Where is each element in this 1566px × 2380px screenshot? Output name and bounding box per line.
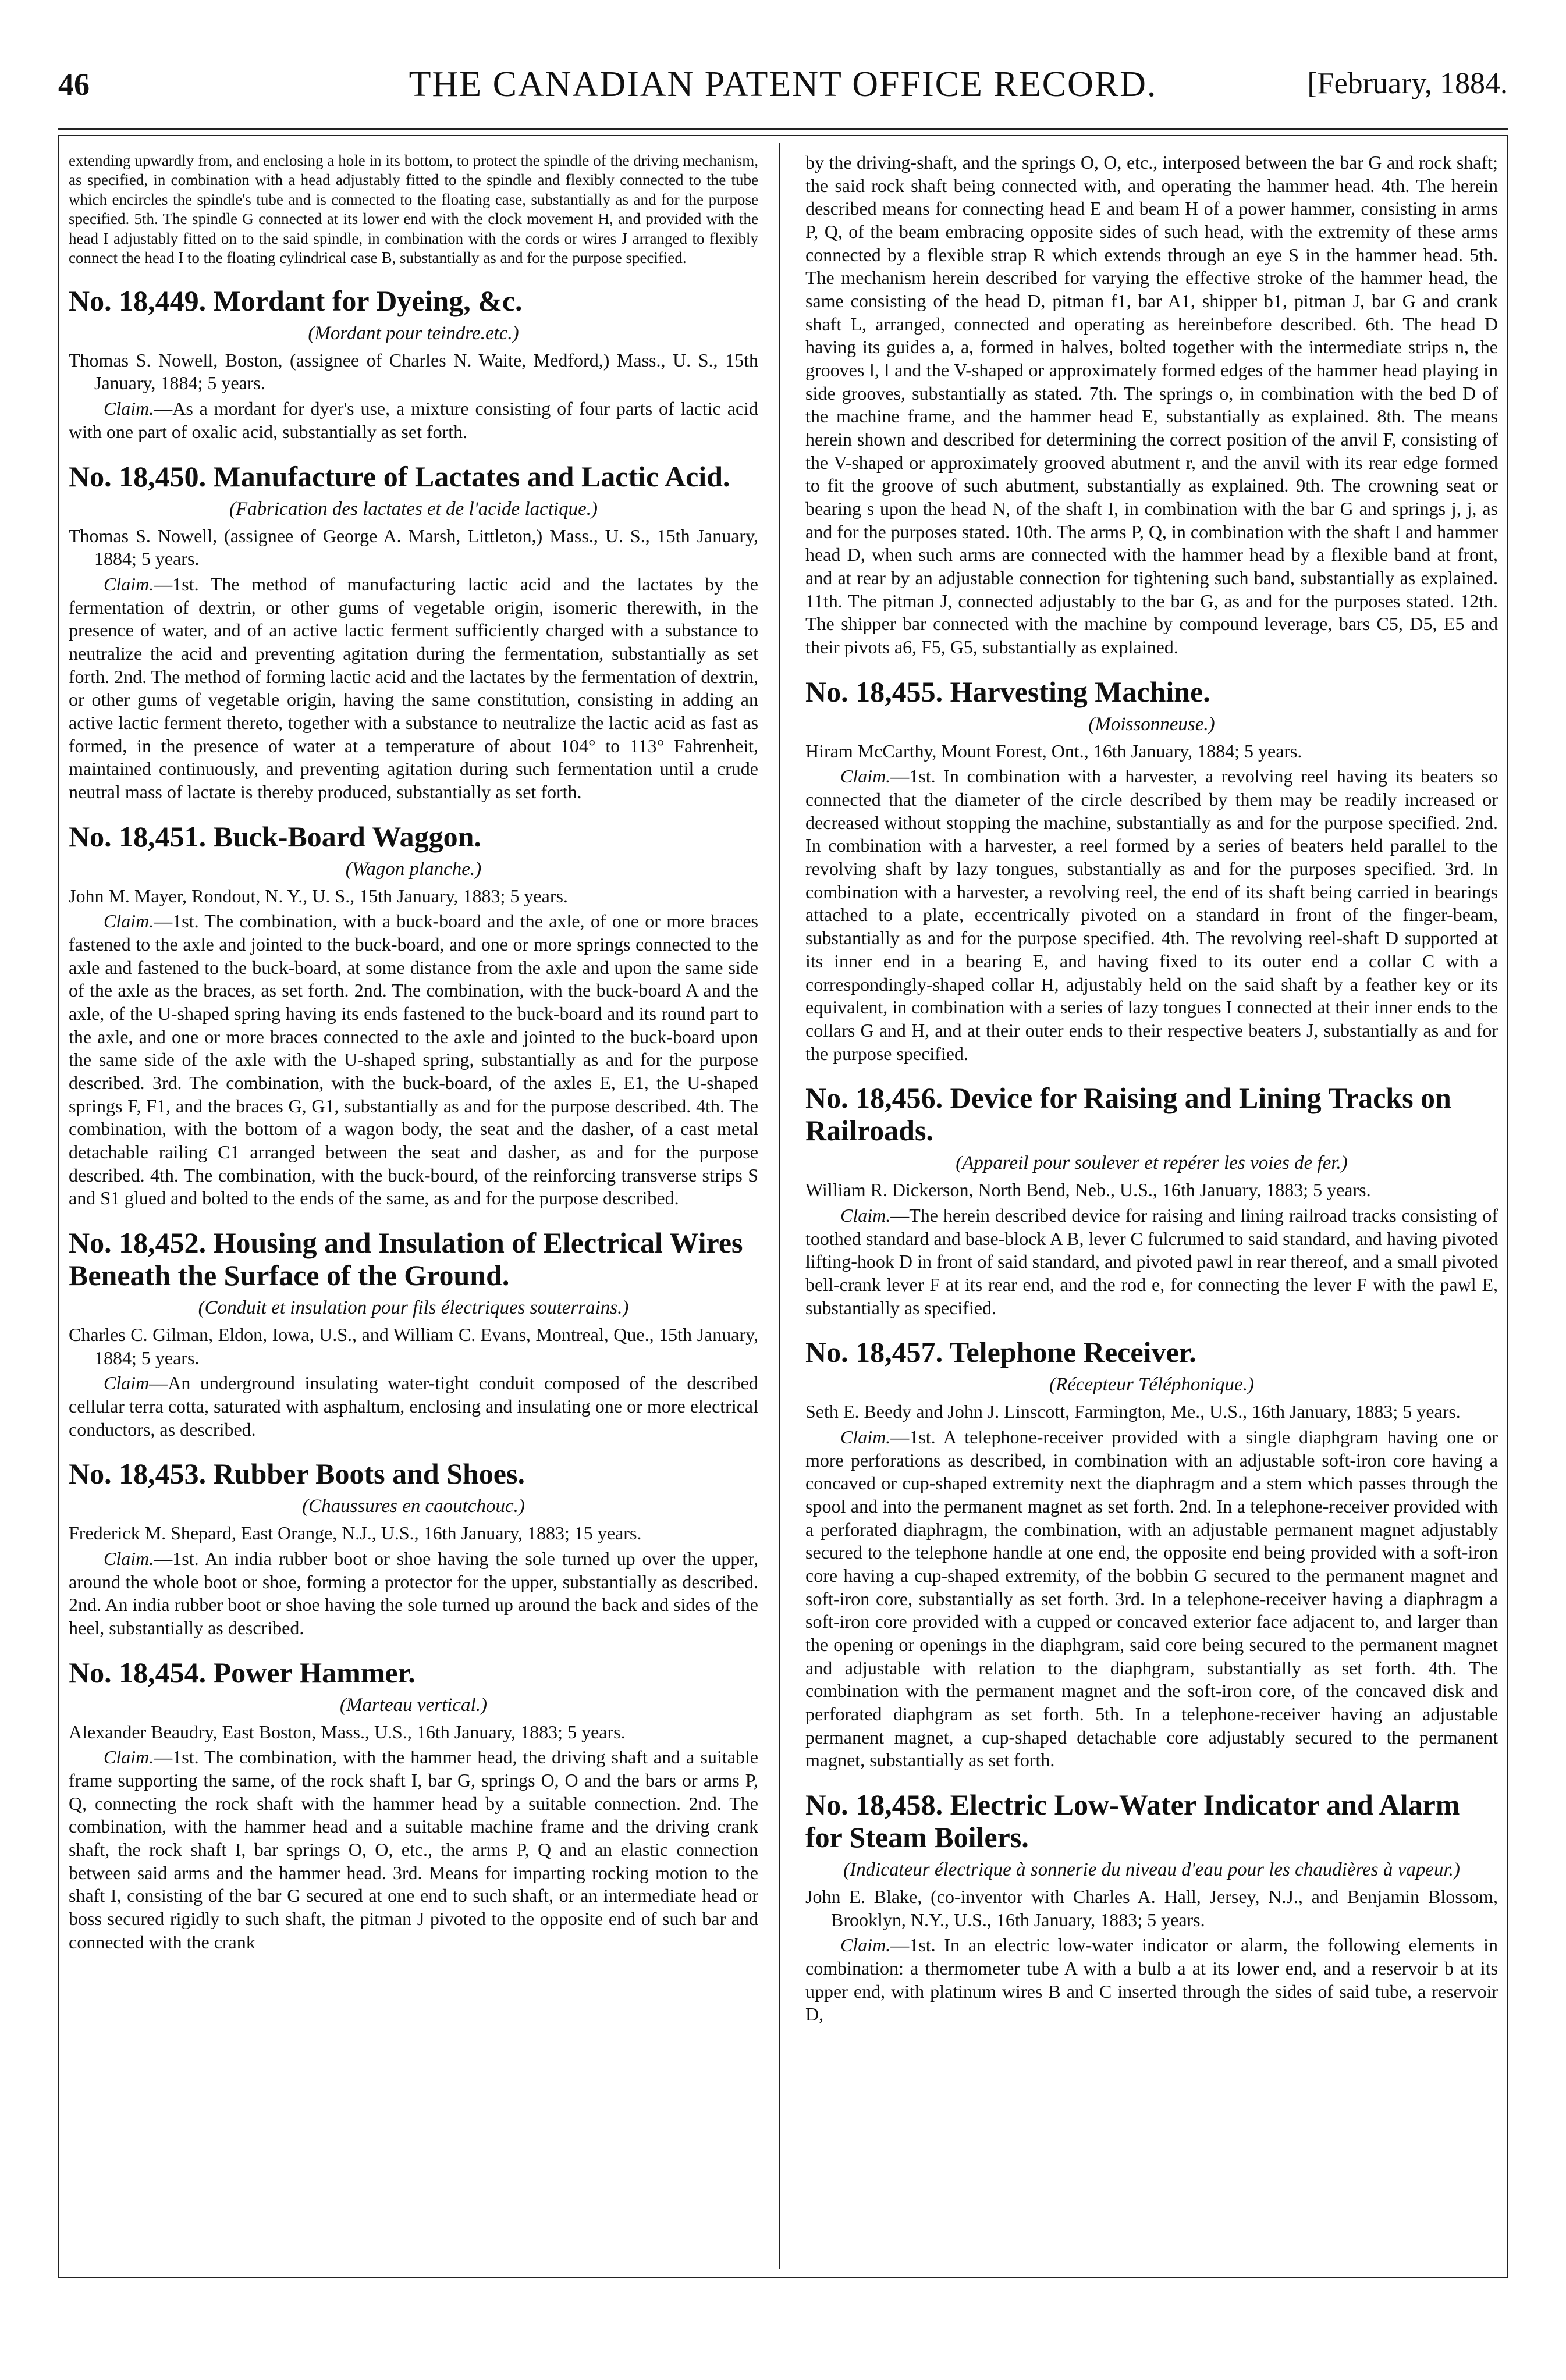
claim-text: —1st. The method of manufacturing lactic acid and the lactates by the fermentation of dextrin, or other gums of vegetable origin, isomeric therewith, in the presence of water, and of an active lactic ferment sufficiently charged with a substance to neutralize the acid and preventing agitation during the fermentation, substantially as set forth. 2nd. The method of forming lactic acid and the lactates by the fermentation of dextrin, or other gums of vegetable origin, having the same constitution, consisting in adding an active lactic ferment thereto, together with a substance to neutralize the lactic acid as fast as formed, in the presence of water at a temperature of about 104° to 113° Fahrenheit, maintained continuously, and preventing agitation during such fermentation until a crude neutral mass of lactate is thereby produced, substantially as set forth.: [69, 573, 758, 802]
left-column: [69, 151, 758, 1954]
patent-entry: [69, 284, 758, 444]
patent-grantee: Thomas S. Nowell, (assignee of George A. Marsh, Littleton,) Mass., U. S., 15th January, 1884; 5 years.: [69, 525, 758, 570]
patent-grantee: Hiram McCarthy, Mount Forest, Ont., 16th January, 1884; 5 years.: [805, 740, 1302, 762]
page-number: 46: [58, 67, 90, 102]
claim-text: —As a mordant for dyer's use, a mixture consisting of four parts of lactic acid with one part of oxalic acid, substantially as set forth.: [69, 398, 758, 442]
patent-french-title: (Chaussures en caoutchouc.): [302, 1496, 525, 1517]
claim-label: Claim.: [104, 1746, 154, 1768]
patent-heading: [69, 460, 758, 493]
patent-grantee: John E. Blake, (co-inventor with Charles A. Hall, Jersey, N.J., and Benjamin Blossom, Brooklyn, N.Y., U.S., 16th January, 1883; 5 years.: [805, 1885, 1498, 1930]
patent-french-title: (Mordant pour teindre.etc.): [308, 322, 519, 344]
patent-french-title: (Récepteur Téléphonique.): [1049, 1374, 1254, 1396]
patent-title: Harvesting Machine.: [950, 675, 1210, 708]
patent-french-title: (Moissonneuse.): [1088, 713, 1215, 735]
patent-claim: [69, 573, 758, 804]
claim-text: —The herein described device for raising and lining railroad tracks consisting of toothed standard and base-block A B, lever C fulcrumed to said standard, and having pivoted lifting-hook D in front of said standard, and pivoted pawl in rear thereof, and a small pivoted bell-crank lever F at its rear end, and the rod e, for connecting the lever F with the pawl E, substantially as specified.: [805, 1204, 1498, 1318]
claim-label: Claim.: [104, 573, 154, 595]
right-column: [805, 151, 1498, 2026]
header-rule: [58, 128, 1508, 130]
patent-heading: [805, 675, 1498, 708]
page-title: THE CANADIAN PATENT OFFICE RECORD.: [409, 65, 1157, 104]
claim-text: —1st. In combination with a harvester, a revolving reel having its beaters so connected that the diameter of the circle described by them may be readily increased or decreased without stopping the machine, substantially as and for the purpose specified. 2nd. In combination with a harvester, a reel formed by a series of beaters held parallel to the revolving shaft by lazy tongues, substantially as and for the purposes specified. 3rd. In combination with a harvester, a revolving reel, the end of its shaft being carried in bearings attached to a plate, eccentrically pivoted on a standard in front of the finger-beam, substantially as and for the purpose specified. 4th. The revolving reel-shaft D supported at its inner end in a bearing E, and having fixed to its outer end a collar C with a correspondingly-shaped collar H, adjustably held on the said shaft by a feather key or its equivalent, in combination with a series of lazy tongues I connected at their inner ends to the collars G and H, and at their outer ends to their respective beaters J, substantially as and for the purpose specified.: [805, 766, 1498, 1064]
claim-label: Claim: [104, 1372, 150, 1394]
claim-label: Claim.: [104, 1548, 154, 1569]
page-date: [February, 1884.: [1307, 67, 1508, 100]
patent-number: No. 18,455.: [805, 675, 943, 708]
patent-grantee: Alexander Beaudry, East Boston, Mass., U.S., 16th January, 1883; 5 years.: [69, 1721, 626, 1742]
patent-french-title: (Indicateur électrique à sonnerie du niveau d'eau pour les chaudières à vapeur.): [843, 1859, 1460, 1880]
patent-french-title: (Fabrication des lactates et de l'acide lactique.): [229, 498, 598, 520]
patent-heading: [69, 820, 758, 853]
patent-title: Buck-Board Waggon.: [213, 820, 481, 853]
patent-french-title: (Wagon planche.): [345, 858, 482, 880]
patent-grantee: Thomas S. Nowell, Boston, (assignee of Charles N. Waite, Medford,) Mass., U. S., 15th January, 1884; 5 years.: [69, 349, 758, 394]
patent-number: No. 18,452.: [69, 1226, 207, 1259]
patent-heading: [69, 1226, 758, 1292]
continuation-text: by the driving-shaft, and the springs O, O, etc., interposed between the bar G and rock shaft; the said rock shaft being connected with, and operating the hammer head. 4th. The herein described means for connecting head E and beam H of a power hammer, consisting in arms P, Q, of the beam embracing opposite sides of such head, with the extremity of these arms connected by a flexible strap R which extends through an eye S in the hammer head. 5th. The mechanism herein described for varying the effective stroke of the hammer head, the same consisting of the head D, pitman f1, bar A1, shipper b1, pitman J, bar G and crank shaft L, arranged, connected and operating as hereinbefore described. 6th. The head D having its guides a, a, formed in halves, bolted together with the intermediate strips n, the grooves l, l and the V-shaped or approximately formed edges of the hammer head playing in side grooves, substantially as stated. 7th. The springs o, in combination with the bed D of the machine frame, and the hammer head E, substantially as explained. 8th. The means herein shown and described for determining the correct position of the anvil F, consisting of the V-shaped or approximately grooved abutment r, and the anvil with its rear edge formed to fit the groove of such abutment, substantially as explained. 9th. The crowning seat or bearing s upon the head N, of the shaft I, in combination with the bar G and springs j, j, as and for the purposes stated. 10th. The arms P, Q, in combination with the shaft I and hammer head D, when such arms are connected with the hammer head by a flexible band at front, and at rear by an adjustable connection for tightening such band, substantially as explained. 11th. The pitman J, connected adjustably to the bar G, as and for the purposes stated. 12th. The shipper bar connected with the machine by compound leverage, bars C5, D5, E5 and their pivots a6, F5, G5, substantially as explained.: [805, 152, 1498, 658]
patent-claim: [805, 1204, 1498, 1319]
claim-text: —An underground insulating water-tight conduit composed of the described cellular terra cotta, saturated with asphaltum, enclosing and insulating one or more electrical conductors, as described.: [69, 1372, 758, 1440]
patent-french-title: (Appareil pour soulever et repérer les voies de fer.): [956, 1152, 1348, 1174]
patent-title: Device for Raising and Lining Tracks on Railroads.: [805, 1082, 1451, 1147]
patent-number: No. 18,454.: [69, 1656, 207, 1689]
patent-claim: [69, 1547, 758, 1640]
claim-label: Claim.: [840, 1204, 891, 1226]
column-divider: [779, 143, 780, 2269]
patent-title: Mordant for Dyeing, &c.: [213, 284, 523, 317]
patent-entry: [69, 1457, 758, 1639]
patent-entry: [805, 1082, 1498, 1319]
patent-grantee: William R. Dickerson, North Bend, Neb., U.S., 16th January, 1883; 5 years.: [805, 1179, 1371, 1201]
patent-entry: [805, 1336, 1498, 1772]
patent-claim: [69, 1746, 758, 1954]
patent-claim: [805, 1934, 1498, 2026]
page-header: [58, 56, 1508, 120]
patent-title: Housing and Insulation of Electrical Wires Beneath the Surface of the Ground.: [69, 1226, 743, 1292]
patent-number: No. 18,458.: [805, 1788, 943, 1821]
patent-claim: [805, 765, 1498, 1065]
patent-claim: [805, 1426, 1498, 1772]
patent-heading: [805, 1336, 1498, 1368]
patent-entry: [805, 1788, 1498, 2026]
patent-grantee: Frederick M. Shepard, East Orange, N.J., U.S., 16th January, 1883; 15 years.: [69, 1522, 642, 1544]
patent-grantee: John M. Mayer, Rondout, N. Y., U. S., 15th January, 1883; 5 years.: [69, 885, 568, 906]
patent-heading: [69, 284, 758, 317]
patent-number: No. 18,449.: [69, 284, 207, 317]
patent-heading: [69, 1656, 758, 1689]
claim-text: —1st. The combination, with a buck-board and the axle, of one or more braces fastened to the axle and jointed to the buck-board, and one or more springs connected to the axle and fastened to the buck-board, at some distance from the axle and upon the same side of the axle as the braces, as set forth. 2nd. The combination, with the buck-board A and the axle, of the U-shaped spring having its ends fastened to the buck-board and its round part to the axle, and one or more braces connected to the axle and jointed to the buck-board upon the same side of the axle with the U-shaped spring, substantially as and for the purpose described. 3rd. The combination, with the buck-board, of the axles E, E1, the U-shaped springs F, F1, and the braces G, G1, substantially as and for the purpose described. 4th. The combination, with the bottom of a wagon body, the seat and the dasher, of a cast metal detachable railing C1 arranged between the seat and dasher, as and for the purpose described. 4th. The combination, with the buck-bourd, of the reinforcing transverse strips S and S1 glued and bolted to the ends of the same, as and for the purpose described.: [69, 910, 758, 1209]
claim-label: Claim.: [840, 1426, 891, 1447]
patent-number: No. 18,451.: [69, 820, 207, 853]
patent-entry: [805, 675, 1498, 1065]
claim-label: Claim.: [104, 910, 154, 932]
patent-grantee: Charles C. Gilman, Eldon, Iowa, U.S., and William C. Evans, Montreal, Que., 15th January, 1884; 5 years.: [69, 1324, 758, 1368]
patent-claim: [69, 397, 758, 443]
claim-text: —1st. An india rubber boot or shoe having the sole turned up over the upper, around the whole boot or shoe, forming a protector for the upper, substantially as described. 2nd. An india rubber boot or shoe having the sole turned up around the back and sides of the heel, substantially as described.: [69, 1548, 758, 1639]
patent-heading: [805, 1788, 1498, 1854]
patent-heading: [805, 1082, 1498, 1147]
patent-number: No. 18,456.: [805, 1082, 943, 1115]
patent-title: Electric Low-Water Indicator and Alarm for Steam Boilers.: [805, 1788, 1460, 1854]
continuation-text: extending upwardly from, and enclosing a hole in its bottom, to protect the spindle of the driving mechanism, as specified, in combination with a head adjustably fitted to the spindle and flexibly connected to the tube which encircles the spindle's tube and is connected to the floating case, substantially as and for the purpose specified. 5th. The spindle G connected at its lower end with the clock movement H, and provided with the head I adjustably fitted on to the said spindle, in combination with the cords or wires J arranged to flexibly connect the head I to the floating cylindrical case B, substantially as and for the purpose specified.: [69, 152, 758, 267]
patent-entry: [69, 1226, 758, 1441]
patent-claim: [69, 1372, 758, 1441]
patent-title: Telephone Receiver.: [949, 1336, 1196, 1369]
claim-label: Claim.: [840, 766, 891, 787]
patent-french-title: (Conduit et insulation pour fils électriques souterrains.): [198, 1297, 629, 1318]
claim-text: —1st. A telephone-receiver provided with a single diaphgram having one or more perforations as described, in combination with an adjustable soft-iron core having a concaved or cup-shaped extremity next the diaphragm and a stem which passes through the spool and into the permanent magnet as set forth. 2nd. In a telephone-receiver provided with a perforated diaphragm, the combination, with an adjustable permanent magnet adjustably secured to the telephone handle at one end, the opposite end being provided with a soft-iron core having a cup-shaped extremity, of the bobbin G secured to the permanent magnet and soft-iron core, substantially as set forth. 3rd. In a telephone-receiver having a diaphragm a soft-iron core provided with a cupped or concaved exterior face adjacent to, and larger than the opening or openings in the diaphgram, said core being secured to the permanent magnet and adjustable with relation to the diaphgram, substantially as set forth. 4th. The combination with the permanent magnet and the soft-iron core, of the concaved disk and perforated diaphgram as set forth. 5th. In a telephone-receiver having an adjustable permanent magnet, a cup-shaped detachable core adjustably secured to the permanent magnet, substantially as set forth.: [805, 1426, 1498, 1771]
patent-claim: [69, 910, 758, 1210]
claim-text: —1st. In an electric low-water indicator or alarm, the following elements in combination: a thermometer tube A with a bulb a at its lower end, and a reservoir b at its upper end, with platinum wires B and C inserted through the sides of said tube, a reservoir D,: [805, 1934, 1498, 2025]
patent-heading: [69, 1457, 758, 1490]
patent-title: Rubber Boots and Shoes.: [213, 1457, 525, 1490]
patent-number: No. 18,457.: [805, 1336, 943, 1369]
patent-french-title: (Marteau vertical.): [340, 1694, 487, 1716]
patent-number: No. 18,450.: [69, 460, 207, 493]
patent-title: Manufacture of Lactates and Lactic Acid.: [213, 460, 730, 493]
patent-grantee: Seth E. Beedy and John J. Linscott, Farmington, Me., U.S., 16th January, 1883; 5 years.: [805, 1401, 1461, 1422]
patent-title: Power Hammer.: [213, 1656, 416, 1689]
patent-entry: [69, 1656, 758, 1954]
patent-entry: [69, 820, 758, 1210]
claim-label: Claim.: [104, 398, 154, 419]
patent-entry: [69, 460, 758, 804]
claim-label: Claim.: [840, 1934, 891, 1956]
claim-text: —1st. The combination, with the hammer head, the driving shaft and a suitable frame supporting the same, of the rock shaft I, bar G, springs O, O and the bars or arms P, Q, connecting the rock shaft with the hammer head by a suitable connection. 2nd. The combination, with the hammer head and a suitable machine frame and the driving crank shaft, the rock shaft I, bar springs O, O, etc., the arms P, Q and an elastic connection between said arms and the hammer head. 3rd. Means for imparting rocking motion to the shaft I, consisting of the bar G secured at one end to such shaft, or an intermediate head or boss secured rigidly to such shaft, the pitman J pivoted to the opposite end of such bar and connected with the crank: [69, 1746, 758, 1952]
patent-number: No. 18,453.: [69, 1457, 207, 1490]
